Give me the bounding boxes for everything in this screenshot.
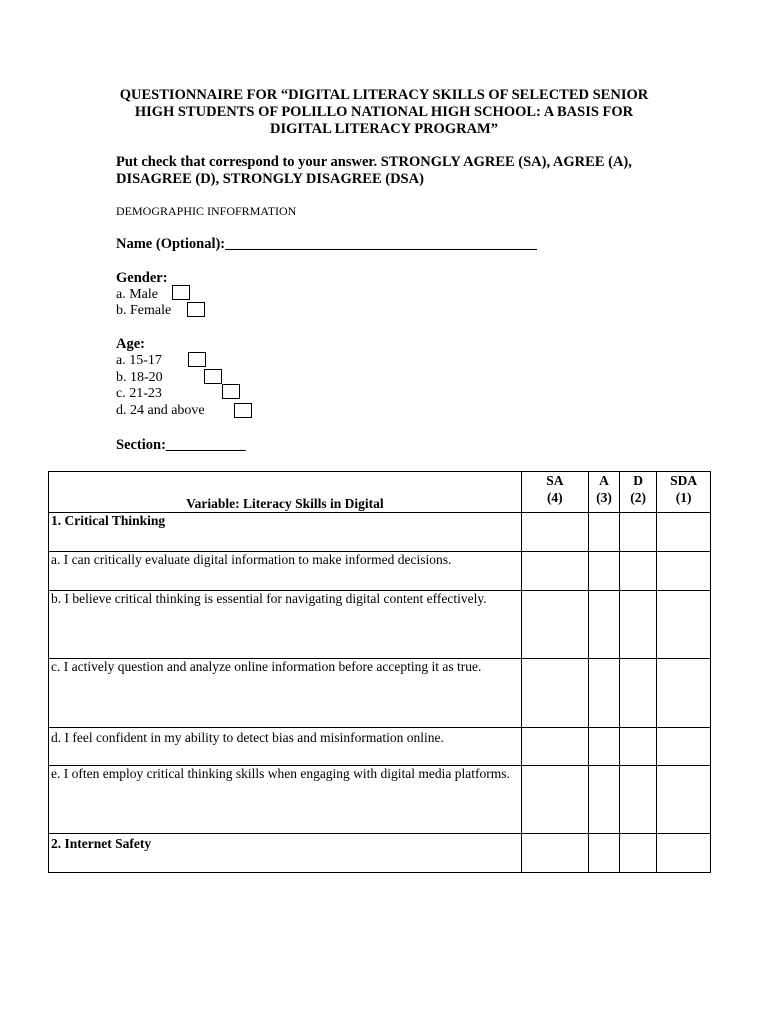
- answer-cell[interactable]: [588, 728, 619, 766]
- answer-cell[interactable]: [657, 513, 711, 552]
- female-checkbox[interactable]: [187, 302, 205, 317]
- answer-cell[interactable]: [588, 591, 619, 659]
- statement-cell: e. I often employ critical thinking skills when engaging with digital media platforms.: [49, 766, 522, 834]
- answer-cell[interactable]: [521, 659, 588, 728]
- answer-cell[interactable]: [521, 728, 588, 766]
- age-18-20-checkbox[interactable]: [204, 369, 222, 384]
- questionnaire-table: [48, 471, 711, 873]
- statement-cell: a. I can critically evaluate digital information to make informed decisions.: [49, 552, 522, 591]
- male-checkbox[interactable]: [172, 285, 190, 300]
- answer-cell[interactable]: [588, 513, 619, 552]
- gender-option-female: b. Female: [116, 303, 172, 318]
- scale-header-d: [619, 472, 656, 513]
- answer-cell[interactable]: [619, 552, 656, 591]
- age-option-15-17: a. 15-17: [116, 353, 162, 368]
- demographic-label: DEMOGRAPHIC INFOFRMATION: [116, 204, 297, 218]
- scale-header-sa: [521, 472, 588, 513]
- scale-header-sda: [657, 472, 711, 513]
- answer-cell[interactable]: [619, 659, 656, 728]
- table-row: [49, 552, 711, 591]
- scale-value: (3): [596, 490, 612, 505]
- age-21-23-checkbox[interactable]: [222, 384, 240, 399]
- questionnaire-title: QUESTIONNAIRE FOR “DIGITAL LITERACY SKILLS OF SELECTED SENIOR HIGH STUDENTS OF POLILLO NATIONAL HIGH SCHOOL: A BASIS FOR DIGITAL LITERACY PROGRAM”: [119, 87, 649, 137]
- table-row: [49, 591, 711, 659]
- answer-cell[interactable]: [657, 591, 711, 659]
- answer-cell[interactable]: [619, 766, 656, 834]
- answer-cell[interactable]: [521, 513, 588, 552]
- statement-cell: c. I actively question and analyze online information before accepting it as true.: [49, 659, 522, 728]
- answer-cell[interactable]: [657, 766, 711, 834]
- answer-cell[interactable]: [619, 834, 656, 873]
- table-row: [49, 513, 711, 552]
- answer-cell[interactable]: [521, 834, 588, 873]
- scale-header-a: [588, 472, 619, 513]
- answer-cell[interactable]: [657, 659, 711, 728]
- scale-code: A: [599, 473, 609, 488]
- scale-code: SA: [546, 473, 564, 488]
- answer-cell[interactable]: [521, 591, 588, 659]
- answer-cell[interactable]: [521, 766, 588, 834]
- statement-cell: b. I believe critical thinking is essential for navigating digital content effectively.: [49, 591, 522, 659]
- age-15-17-checkbox[interactable]: [188, 352, 206, 367]
- table-row: [49, 659, 711, 728]
- category-internet-safety: 2. Internet Safety: [49, 834, 522, 873]
- age-option-21-23: c. 21-23: [116, 386, 162, 401]
- section-field-label[interactable]: Section:___________: [116, 437, 246, 453]
- age-option-24-above: d. 24 and above: [116, 403, 205, 418]
- answer-cell[interactable]: [588, 834, 619, 873]
- gender-option-male: a. Male: [116, 287, 158, 302]
- age-24-above-checkbox[interactable]: [234, 403, 252, 418]
- scale-code: SDA: [670, 473, 698, 488]
- table-row: [49, 728, 711, 766]
- age-label: Age:: [116, 336, 145, 352]
- instructions: Put check that correspond to your answer. STRONGLY AGREE (SA), AGREE (A), DISAGREE (D), STRONGLY DISAGREE (DSA): [116, 154, 632, 187]
- answer-cell[interactable]: [657, 834, 711, 873]
- answer-cell[interactable]: [657, 728, 711, 766]
- answer-cell[interactable]: [619, 728, 656, 766]
- answer-cell[interactable]: [588, 659, 619, 728]
- answer-cell[interactable]: [657, 552, 711, 591]
- gender-label: Gender:: [116, 270, 168, 286]
- variable-header: Variable: Literacy Skills in Digital: [49, 472, 522, 513]
- table-row: [49, 834, 711, 873]
- name-field-label[interactable]: Name (Optional):___________________________________________: [116, 236, 537, 252]
- scale-code: D: [633, 473, 643, 488]
- scale-value: (2): [630, 490, 646, 505]
- answer-cell[interactable]: [588, 552, 619, 591]
- statement-cell: d. I feel confident in my ability to detect bias and misinformation online.: [49, 728, 522, 766]
- answer-cell[interactable]: [588, 766, 619, 834]
- scale-value: (1): [675, 490, 692, 505]
- answer-cell[interactable]: [521, 552, 588, 591]
- answer-cell[interactable]: [619, 513, 656, 552]
- table-row: [49, 766, 711, 834]
- answer-cell[interactable]: [619, 591, 656, 659]
- age-option-18-20: b. 18-20: [116, 370, 163, 385]
- category-critical-thinking: 1. Critical Thinking: [49, 513, 522, 552]
- scale-value: (4): [546, 490, 563, 505]
- table-header-row: [49, 472, 711, 513]
